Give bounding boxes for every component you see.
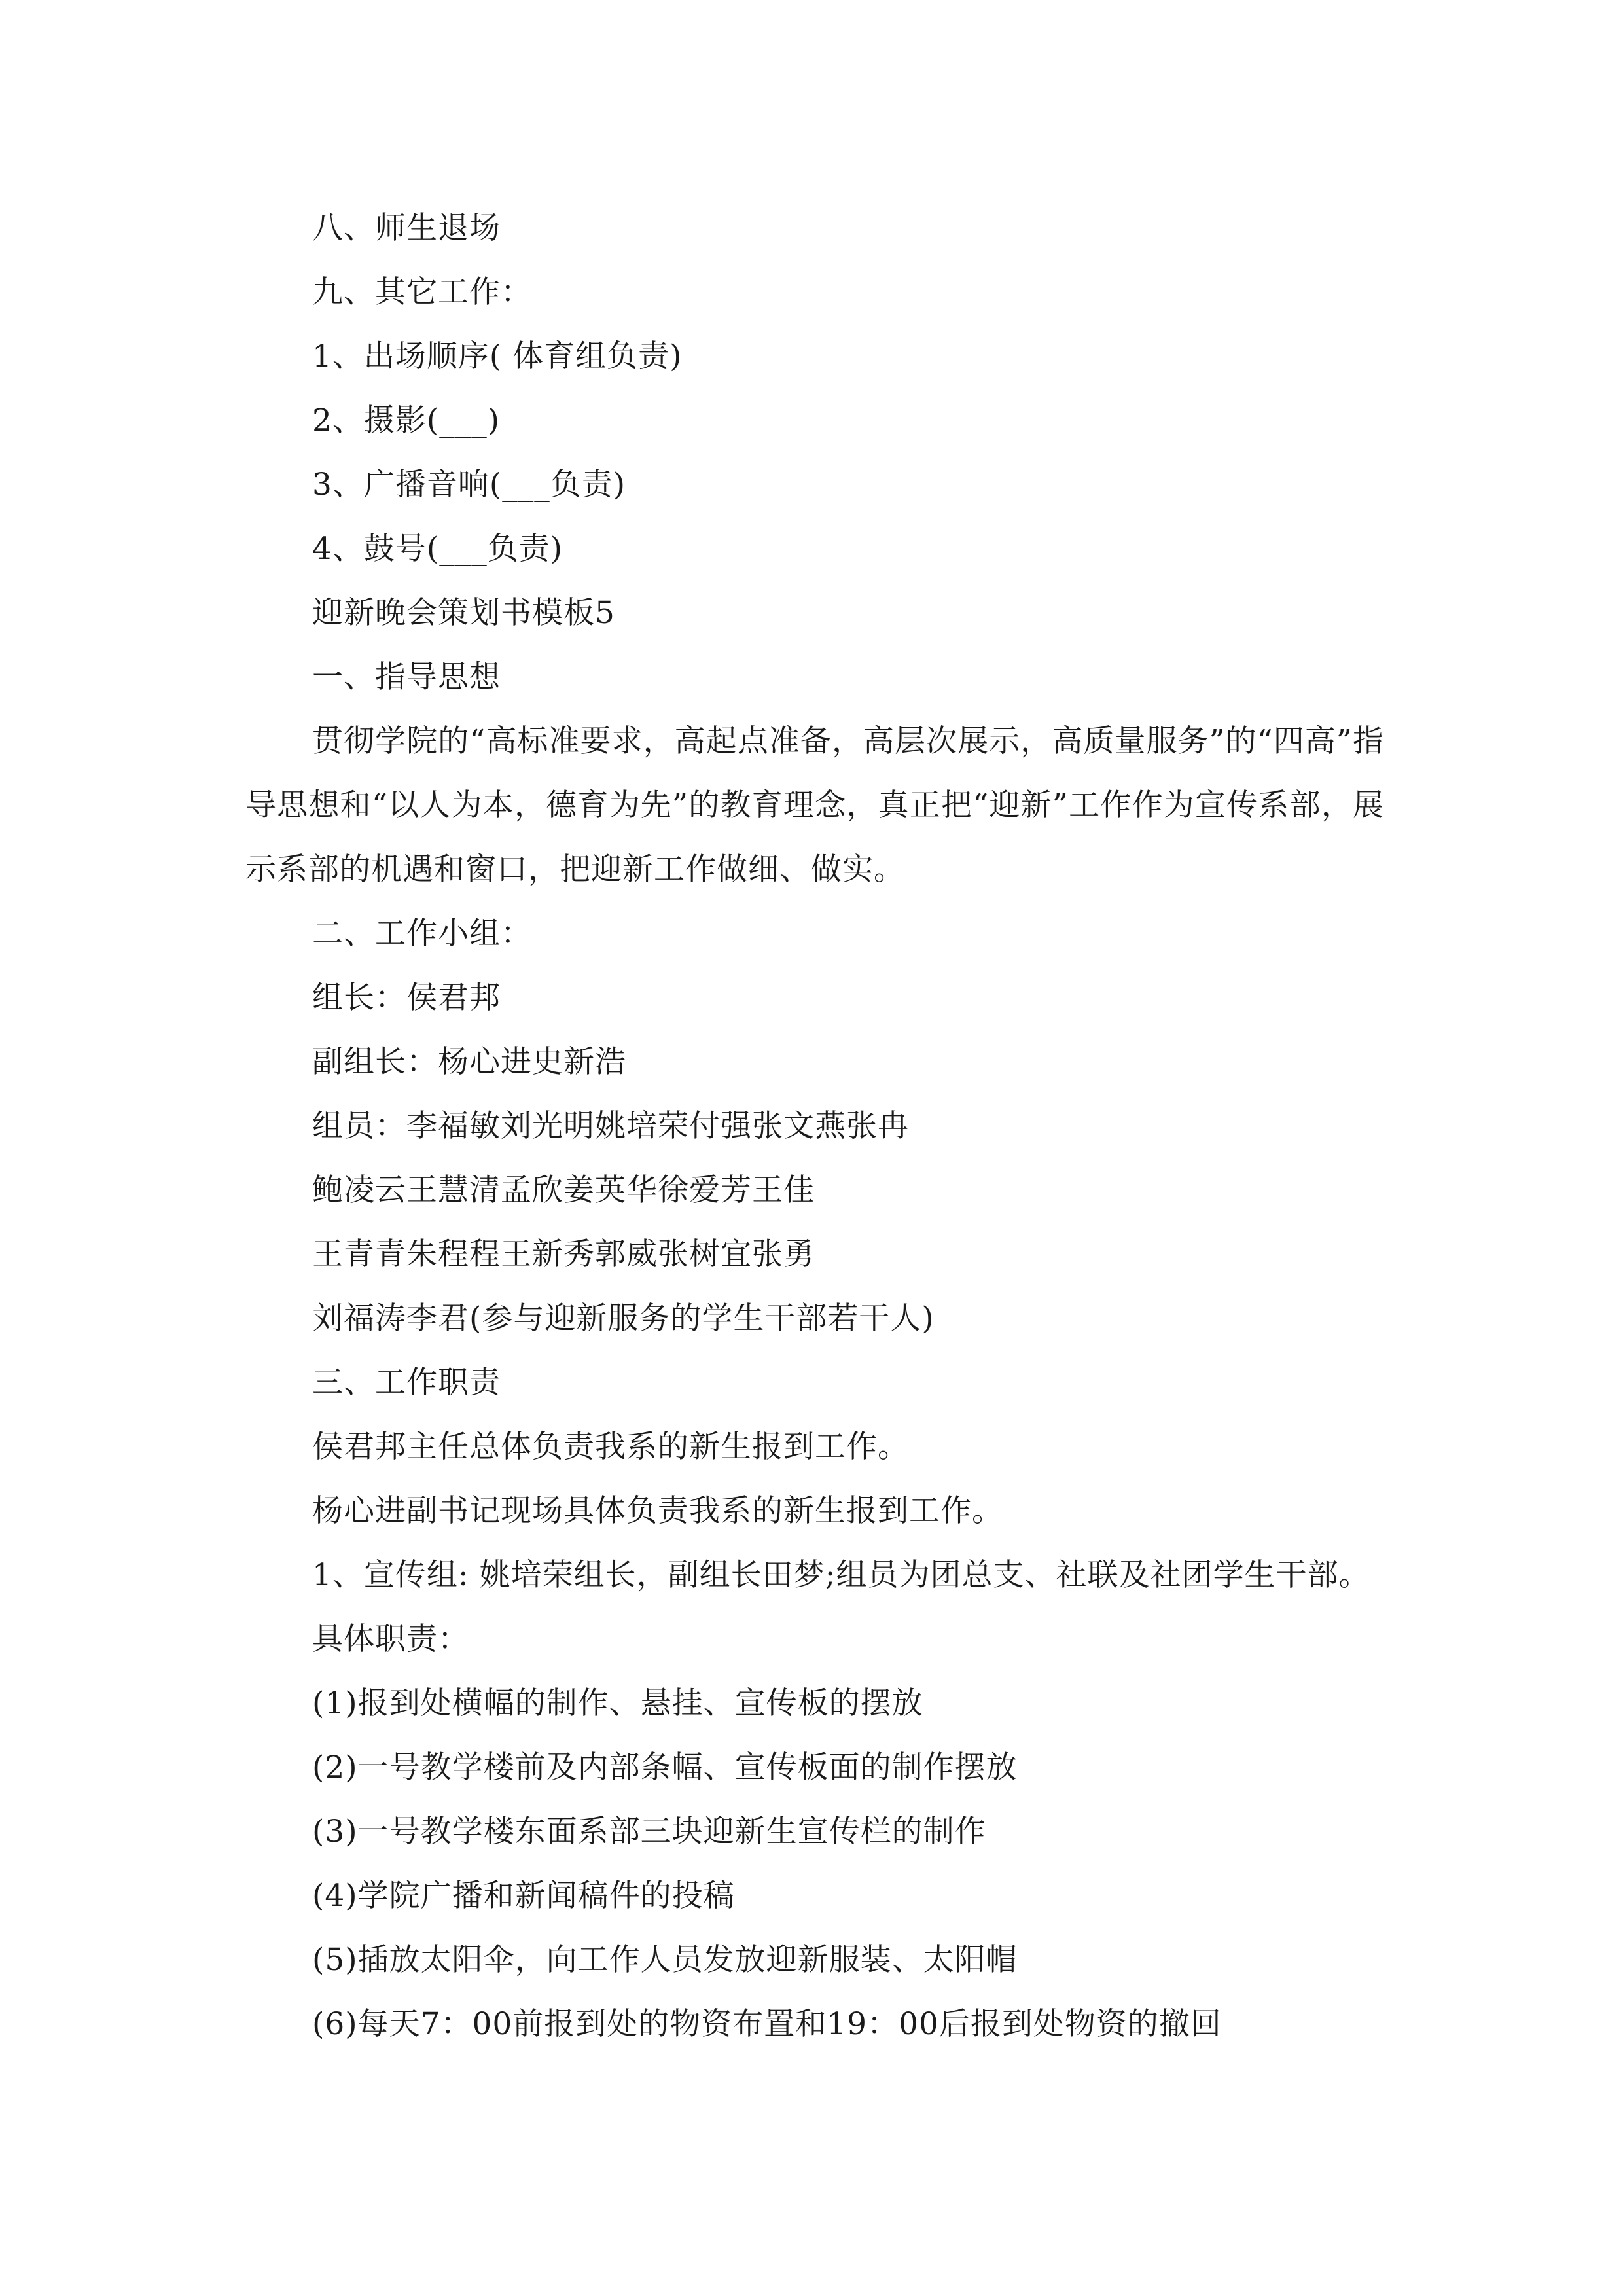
- section-heading-2: 二、工作小组：: [312, 916, 532, 952]
- guiding-paragraph: 贯彻学院的“高标准要求，高起点准备，高层次展示，高质量服务”的“四高”指导思想和“以人为本，德育为先”的教育理念，真正把“迎新”工作作为宣传系部，展示系部的机遇和窗口，把迎新工作做细、做实。: [245, 723, 1384, 888]
- text-line: 1、宣传组: 姚培荣组长，副组长田梦;组员为团总支、社联及社团学生干部。: [312, 1557, 1370, 1593]
- template-title: 迎新晚会策划书模板5: [312, 595, 615, 631]
- text-line: 杨心进副书记现场具体负责我系的新生报到工作。: [312, 1493, 1003, 1529]
- list-item: 1、出场顺序( 体育组负责): [312, 338, 683, 374]
- list-item: (2)一号教学楼前及内部条幅、宣传板面的制作摆放: [312, 1749, 1018, 1785]
- list-item: 4、鼓号(___负责): [312, 531, 563, 567]
- text-line: 组员：李福敏刘光明姚培荣付强张文燕张冉: [312, 1108, 909, 1144]
- list-item: (1)报到处横幅的制作、悬挂、宣传板的摆放: [312, 1685, 923, 1721]
- list-item: 3、广播音响(___负责): [312, 467, 626, 503]
- section-heading-3: 三、工作职责: [312, 1365, 501, 1401]
- list-item: (3)一号教学楼东面系部三块迎新生宣传栏的制作: [312, 1814, 986, 1850]
- list-item: (4)学院广播和新闻稿件的投稿: [312, 1878, 735, 1914]
- text-line: 具体职责：: [312, 1621, 469, 1657]
- list-item: (5)插放太阳伞，向工作人员发放迎新服装、太阳帽: [312, 1942, 1018, 1978]
- list-item: 2、摄影(___): [312, 403, 501, 439]
- section-heading-9: 九、其它工作：: [312, 274, 532, 310]
- document-body: [245, 196, 1384, 2056]
- text-line: 组长：侯君邦: [312, 980, 501, 1016]
- list-item: (6)每天7：00前报到处的物资布置和19：00后报到处物资的撤回: [312, 2006, 1222, 2042]
- text-line: 侯君邦主任总体负责我系的新生报到工作。: [312, 1429, 909, 1465]
- section-heading-1: 一、指导思想: [312, 659, 501, 695]
- text-line: 王青青朱程程王新秀郭威张树宜张勇: [312, 1236, 815, 1272]
- text-line: 副组长：杨心进史新浩: [312, 1044, 626, 1080]
- text-line: 鲍凌云王慧清孟欣姜英华徐爱芳王佳: [312, 1172, 815, 1208]
- section-heading-8: 八、师生退场: [312, 210, 501, 246]
- text-line: 刘福涛李君(参与迎新服务的学生干部若干人): [312, 1300, 935, 1336]
